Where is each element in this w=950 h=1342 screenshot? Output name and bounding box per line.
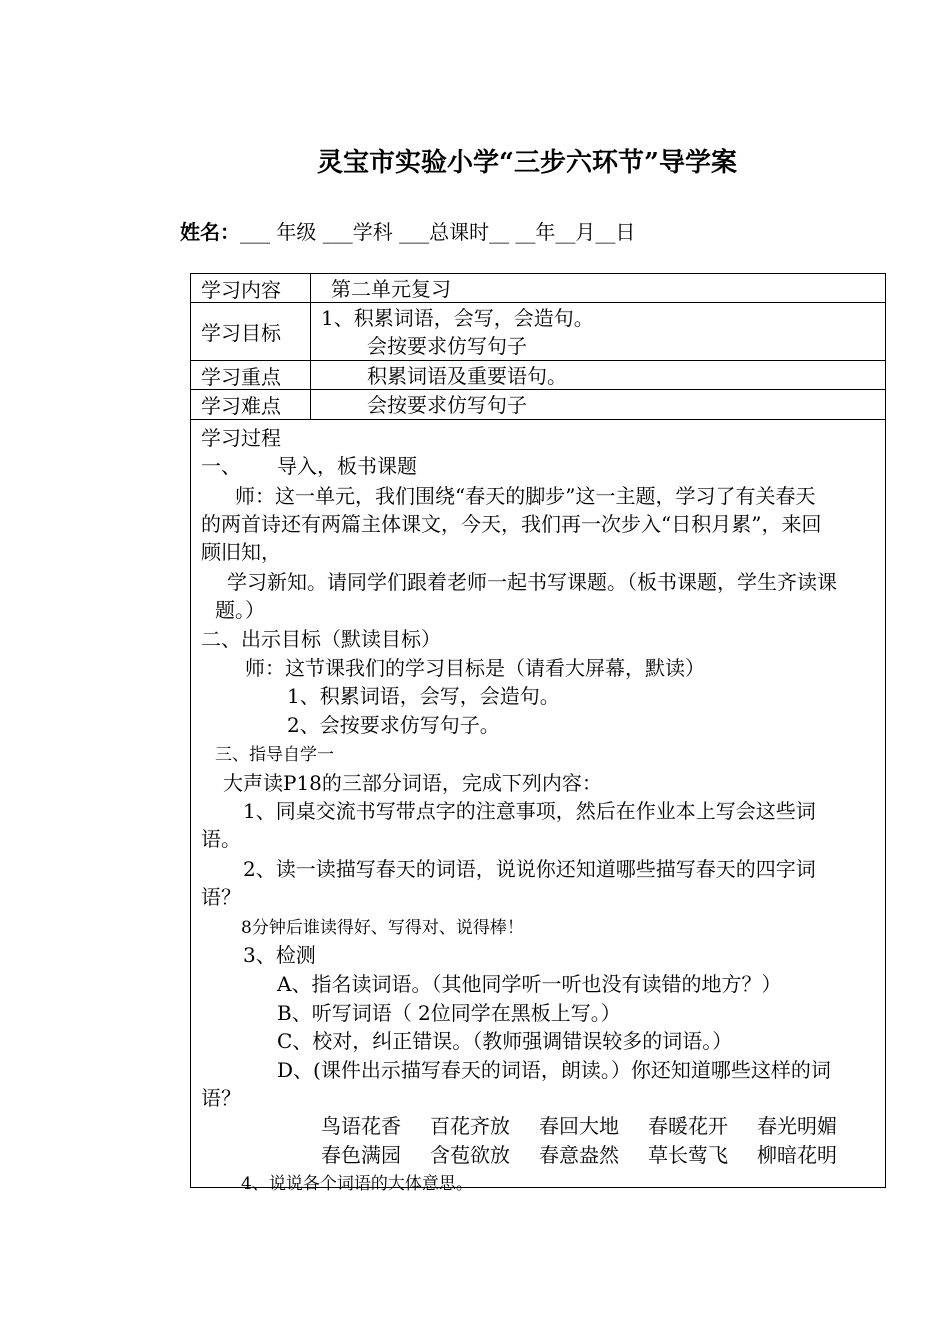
section-3-intro: 大声读P18的三部分词语，完成下列内容： xyxy=(223,771,602,795)
words-row-2 xyxy=(321,1139,866,1168)
check-d-line-1: D、(课件出示描写春天的词语，朗读。）你还知道哪些这样的词 xyxy=(277,1058,831,1082)
para-1-line-4: 学习新知。请同学们跟着老师一起书写课题。（板书课题，学生齐读课 xyxy=(227,570,837,594)
section-1-number: 一、 xyxy=(201,454,241,478)
check-d-line-2: 语？ xyxy=(201,1086,241,1110)
check-c: C、校对，纠正错误。（教师强调错误较多的词语。） xyxy=(277,1029,733,1053)
row-difficulty xyxy=(191,390,885,420)
lesson-table xyxy=(190,273,886,1194)
content-value: 第二单元复习 xyxy=(331,277,451,301)
para-1-line-1: 师：这一单元，我们围绕“春天的脚步”这一主题，学习了有关春天 xyxy=(235,484,816,508)
para-1-line-5: 题。） xyxy=(215,598,265,622)
item-1-line-2: 语。 xyxy=(201,827,241,851)
focus-label: 学习重点 xyxy=(191,361,311,389)
content-label: 学习内容 xyxy=(191,274,311,302)
goal-value xyxy=(311,304,885,360)
para-1-line-2: 的两首诗还有两篇主体课文，今天，我们再一次步入“日积月累”，来回 xyxy=(201,512,822,536)
process-heading: 学习过程 xyxy=(201,426,281,450)
word: 百花齐放 xyxy=(430,1114,510,1138)
name-label: 姓名： xyxy=(180,220,240,244)
info-fields: ___ 年级 ___学科 ___总课时__ __年__月__日 xyxy=(240,220,636,244)
item-4: 4、说说各个词语的大体意思。 xyxy=(241,1174,473,1194)
para-1-line-3: 顾旧知， xyxy=(201,540,281,564)
goal-label: 学习目标 xyxy=(191,303,311,360)
check-a: A、指名读词语。（其他同学听一听也没有读错的地方？） xyxy=(277,972,782,996)
word: 春色满园 xyxy=(321,1143,401,1167)
word: 春光明媚 xyxy=(757,1114,837,1138)
word: 柳暗花明 xyxy=(757,1143,837,1167)
word: 春回大地 xyxy=(539,1114,619,1138)
item-2-line-2: 语？ xyxy=(201,885,241,909)
word: 含苞欲放 xyxy=(430,1143,510,1167)
section-1-title: 导入，板书课题 xyxy=(277,454,417,478)
section-2-title: 二、出示目标（默读目标） xyxy=(201,627,441,651)
time-note: 8分钟后谁读得好、写得对、说得棒！ xyxy=(241,918,524,938)
row-content xyxy=(191,274,885,303)
item-1-line-1: 1、同桌交流书写带点字的注意事项，然后在作业本上写会这些词 xyxy=(243,799,816,823)
process-section xyxy=(191,420,885,1194)
item-2-line-1: 2、读一读描写春天的词语，说说你还知道哪些描写春天的四字词 xyxy=(243,857,816,881)
focus-value: 积累词语及重要语句。 xyxy=(367,364,567,388)
page-title: 灵宝市实验小学“三步六环节”导学案 xyxy=(317,148,737,178)
section-3-title: 三、指导自学一 xyxy=(215,745,334,765)
difficulty-label: 学习难点 xyxy=(191,390,311,419)
word: 春意盎然 xyxy=(539,1143,619,1167)
section-2-line-2: 1、积累词语，会写，会造句。 xyxy=(287,684,560,708)
row-focus xyxy=(191,361,885,390)
row-goal xyxy=(191,303,885,361)
word: 春暖花开 xyxy=(648,1114,728,1138)
info-line xyxy=(180,216,635,245)
word: 草长莺飞 xyxy=(648,1143,728,1167)
word: 鸟语花香 xyxy=(321,1114,401,1138)
words-row-1 xyxy=(321,1110,866,1139)
check-b: B、听写词语（ 2位同学在黑板上写。） xyxy=(277,1001,621,1025)
difficulty-value: 会按要求仿写句子 xyxy=(367,393,527,417)
goal-line-2: 会按要求仿写句子 xyxy=(367,334,527,358)
section-2-line-3: 2、会按要求仿写句子。 xyxy=(287,713,500,737)
item-3: 3、检测 xyxy=(243,943,316,967)
section-2-line-1: 师：这节课我们的学习目标是（请看大屏幕，默读） xyxy=(245,656,705,680)
goal-line-1: 1、积累词语，会写，会造句。 xyxy=(321,306,594,330)
